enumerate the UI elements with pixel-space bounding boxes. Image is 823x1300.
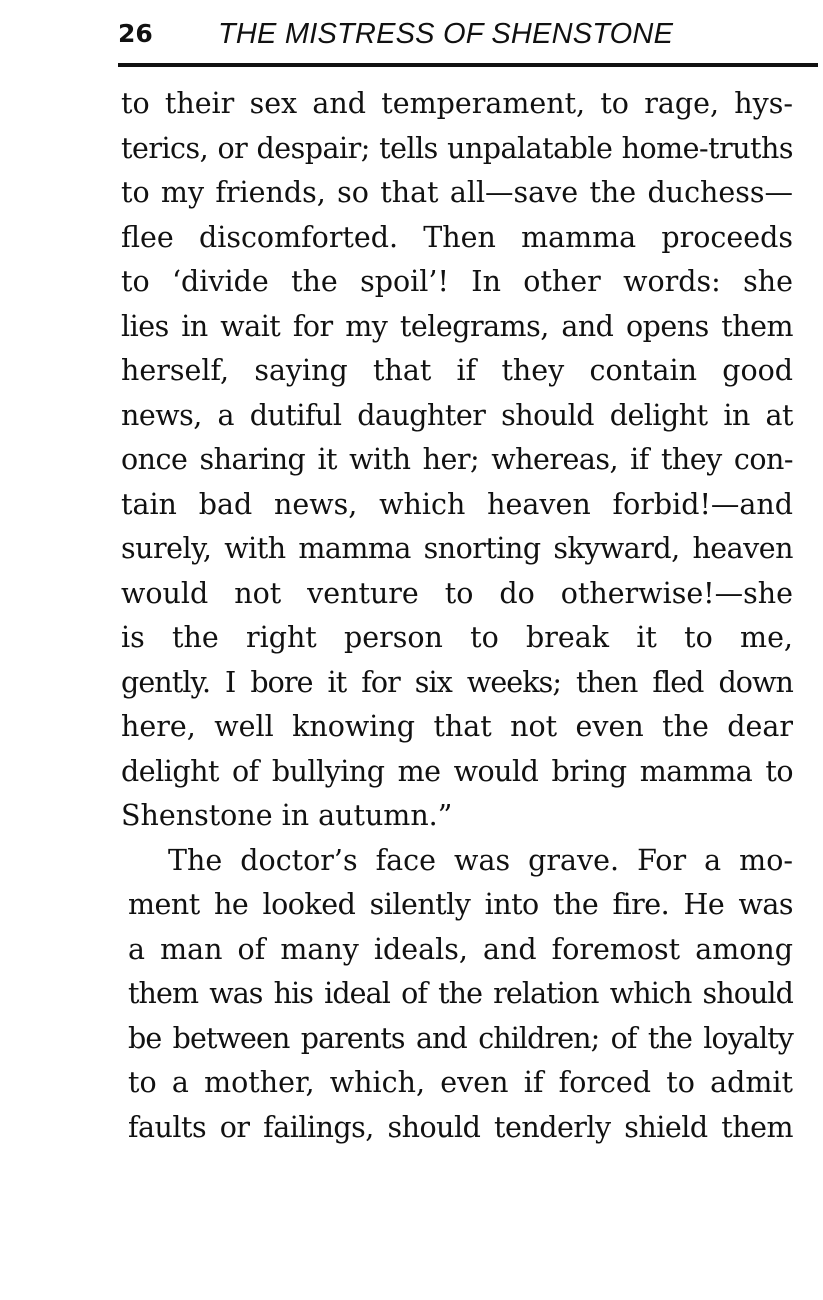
text-line: terics, or despair; tells unpalatable home-truths xyxy=(121,131,793,165)
text-line: be between parents and children; of the loyalty xyxy=(128,1021,793,1055)
paragraph-last-line: Shenstone in autumn.” xyxy=(121,799,453,832)
paragraph-first-line: The doctor’s face was grave. For a mo- xyxy=(168,843,793,877)
text-line: tain bad news, which heaven forbid!—and xyxy=(121,487,793,521)
text-line: herself, saying that if they contain good xyxy=(121,354,793,387)
text-line: a man of many ideals, and foremost among xyxy=(128,932,793,966)
text-line: to my friends, so that all—save the duchess— xyxy=(121,176,793,209)
text-line: surely, with mamma snorting skyward, heaven xyxy=(121,532,793,565)
text-line: gently. I bore it for six weeks; then fled down xyxy=(121,665,793,699)
body-text xyxy=(121,82,793,1150)
text-line: to ‘divide the spoil’! In other words: she xyxy=(121,265,793,298)
page-number: 26 xyxy=(118,19,153,48)
text-line: to a mother, which, even if forced to admit xyxy=(128,1066,793,1099)
text-line: here, well knowing that not even the dear xyxy=(121,710,793,743)
running-head xyxy=(118,14,798,54)
text-line: ment he looked silently into the fire. He was xyxy=(128,888,793,921)
text-line: lies in wait for my telegrams, and opens them xyxy=(121,309,793,343)
text-line: delight of bullying me would bring mamma to xyxy=(121,754,793,788)
text-line: to their sex and temperament, to rage, hys- xyxy=(121,87,793,120)
header-rule xyxy=(118,63,818,67)
text-line: flee discomforted. Then mamma proceeds xyxy=(121,220,793,254)
text-line: them was his ideal of the relation which should xyxy=(128,977,793,1010)
running-title: THE MISTRESS OF SHENSTONE xyxy=(218,18,674,50)
text-line: is the right person to break it to me, xyxy=(121,621,793,654)
text-line: would not venture to do otherwise!—she xyxy=(121,576,793,610)
text-line: faults or failings, should tenderly shield them xyxy=(128,1110,793,1144)
text-line: once sharing it with her; whereas, if they con- xyxy=(121,443,793,476)
text-line: news, a dutiful daughter should delight in at xyxy=(121,398,793,432)
